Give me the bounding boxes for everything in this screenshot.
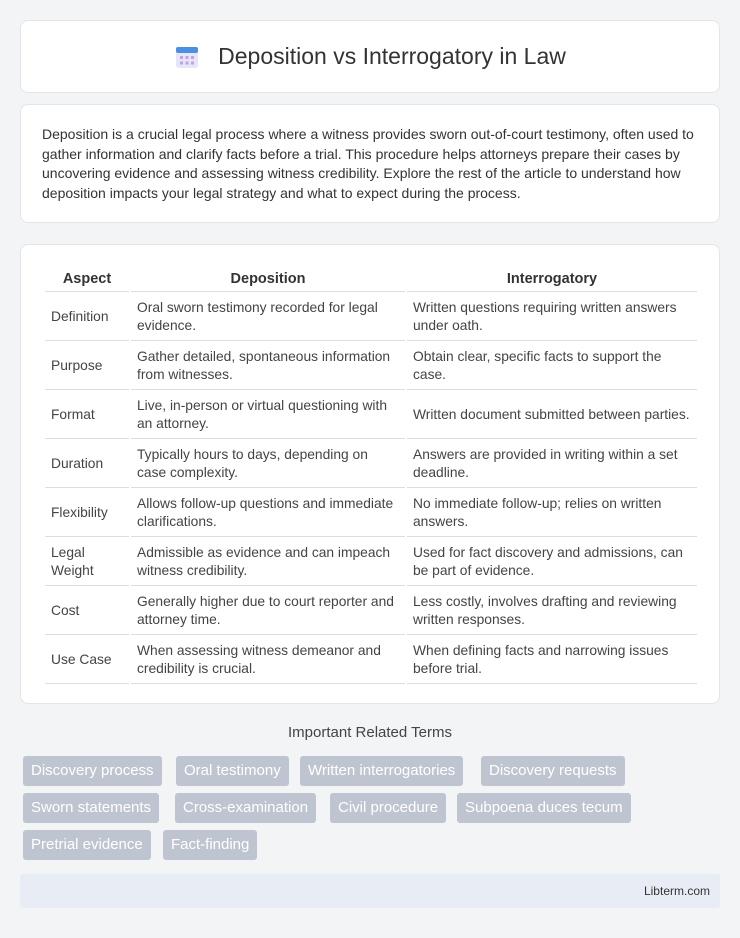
row-interrogatory: Less costly, involves drafting and reviewing written responses. (407, 588, 697, 635)
tag-sworn-statements[interactable]: Sworn statements (23, 793, 159, 823)
row-aspect: Format (45, 392, 129, 439)
calendar-icon (174, 44, 200, 70)
row-interrogatory: Used for fact discovery and admissions, can be part of evidence. (407, 539, 697, 586)
tag-written-interrogatories[interactable]: Written interrogatories (300, 756, 463, 786)
tag-cross-examination[interactable]: Cross-examination (175, 793, 316, 823)
row-aspect: Duration (45, 441, 129, 488)
page-title: Deposition vs Interrogatory in Law (218, 43, 566, 69)
header-deposition: Deposition (131, 267, 405, 292)
header-aspect: Aspect (45, 267, 129, 292)
related-terms-heading: Important Related Terms (288, 724, 452, 741)
tag-subpoena-duces-tecum[interactable]: Subpoena duces tecum (457, 793, 631, 823)
row-deposition: Oral sworn testimony recorded for legal evidence. (131, 294, 405, 341)
table-row (45, 294, 697, 341)
row-deposition: Typically hours to days, depending on case complexity. (131, 441, 405, 488)
row-interrogatory: When defining facts and narrowing issues before trial. (407, 637, 697, 684)
row-aspect: Flexibility (45, 490, 129, 537)
intro-text: Deposition is a crucial legal process where a witness provides sworn out-of-court testimony, often used to gather information and clarify facts before a trial. This procedure helps attorneys prepare their cases by uncovering evidence and assessing witness credibility. Explore the rest of the article to understand how deposition impacts your legal strategy and what to expect during the process. (42, 126, 694, 201)
row-interrogatory: Obtain clear, specific facts to support the case. (407, 343, 697, 390)
header-card (20, 20, 720, 93)
comparison-table-card (20, 244, 720, 704)
tag-discovery-process[interactable]: Discovery process (23, 756, 162, 786)
footer-site-link[interactable]: Libterm.com (643, 884, 710, 898)
header-interrogatory: Interrogatory (407, 267, 697, 292)
row-deposition: Allows follow-up questions and immediate clarifications. (131, 490, 405, 537)
row-aspect: Cost (45, 588, 129, 635)
tag-oral-testimony[interactable]: Oral testimony (176, 756, 289, 786)
row-deposition: Generally higher due to court reporter and attorney time. (131, 588, 405, 635)
intro-card (20, 104, 720, 223)
table-row (45, 588, 697, 635)
row-deposition: When assessing witness demeanor and credibility is crucial. (131, 637, 405, 684)
row-aspect: Use Case (45, 637, 129, 684)
tag-discovery-requests[interactable]: Discovery requests (481, 756, 625, 786)
row-deposition: Live, in-person or virtual questioning with an attorney. (131, 392, 405, 439)
row-interrogatory: Written questions requiring written answers under oath. (407, 294, 697, 341)
table-row (45, 490, 697, 537)
row-interrogatory: No immediate follow-up; relies on written answers. (407, 490, 697, 537)
row-deposition: Gather detailed, spontaneous information from witnesses. (131, 343, 405, 390)
row-aspect: Definition (45, 294, 129, 341)
tag-pretrial-evidence[interactable]: Pretrial evidence (23, 830, 151, 860)
footer (20, 874, 720, 908)
comparison-table (43, 265, 699, 686)
table-row (45, 343, 697, 390)
row-deposition: Admissible as evidence and can impeach witness credibility. (131, 539, 405, 586)
row-interrogatory: Answers are provided in writing within a set deadline. (407, 441, 697, 488)
table-row (45, 392, 697, 439)
tag-fact-finding[interactable]: Fact-finding (163, 830, 257, 860)
tag-civil-procedure[interactable]: Civil procedure (330, 793, 446, 823)
row-aspect: Purpose (45, 343, 129, 390)
row-interrogatory: Written document submitted between parties. (407, 392, 697, 439)
table-row (45, 539, 697, 586)
table-row (45, 441, 697, 488)
table-header-row (45, 267, 697, 292)
row-aspect: Legal Weight (45, 539, 129, 586)
table-row (45, 637, 697, 684)
